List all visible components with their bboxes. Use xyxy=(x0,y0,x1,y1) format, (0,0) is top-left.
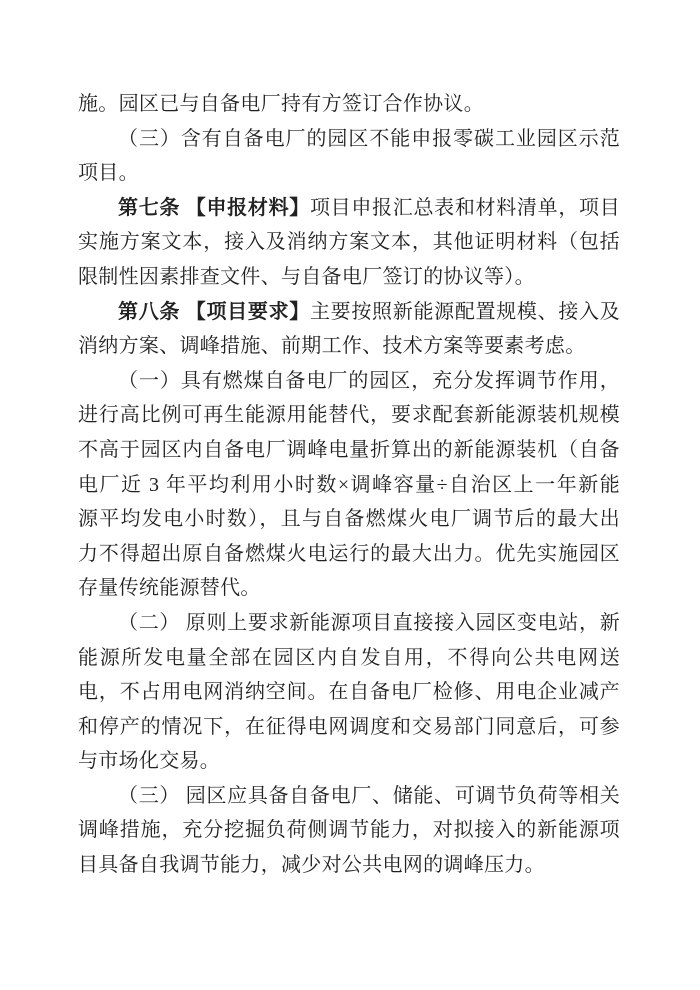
body-text: 和停产的情况下，在征得电网调度和交易部门同意后，可参 xyxy=(78,715,620,738)
body-text: 消纳方案、调峰措施、前期工作、技术方案等要素考虑。 xyxy=(78,335,586,358)
document-line xyxy=(78,468,620,503)
body-text: 项目。 xyxy=(78,162,139,185)
body-text: 项目申报汇总表和材料清单，项目 xyxy=(309,196,620,219)
document-line xyxy=(78,744,620,779)
body-text: 主要按照新能源配置规模、接入及 xyxy=(309,300,620,323)
document-line xyxy=(78,295,620,330)
document-line xyxy=(78,260,620,295)
body-text: （一）具有燃煤自备电厂的园区，充分发挥调节作用， xyxy=(118,369,620,392)
body-text: 力不得超出原自备燃煤火电运行的最大出力。优先实施园区 xyxy=(78,542,620,565)
document-line xyxy=(78,641,620,676)
body-text: 目具备自我调节能力，减少对公共电网的调峰压力。 xyxy=(78,854,545,877)
document-line xyxy=(78,122,620,157)
document-line xyxy=(78,710,620,745)
body-text: 存量传统能源替代。 xyxy=(78,577,261,600)
document-line xyxy=(78,225,620,260)
document-line xyxy=(78,675,620,710)
document-line xyxy=(78,606,620,641)
document-line xyxy=(78,779,620,814)
document-line xyxy=(78,502,620,537)
document-line xyxy=(78,537,620,572)
document-line xyxy=(78,191,620,226)
body-text: 电，不占用电网消纳空间。在自备电厂检修、用电企业减产 xyxy=(78,681,620,704)
document-line xyxy=(78,433,620,468)
body-text: （二） 原则上要求新能源项目直接接入园区变电站，新 xyxy=(118,611,620,634)
body-text: 不高于园区内自备电厂调峰电量折算出的新能源装机（自备 xyxy=(78,438,620,461)
document-line xyxy=(78,571,620,606)
article-heading-text: 第八条 【项目要求】 xyxy=(118,300,310,323)
body-text: 限制性因素排查文件、与自备电厂签订的协议等）。 xyxy=(78,265,535,288)
body-text: 与市场化交易。 xyxy=(78,750,221,773)
document-line xyxy=(78,813,620,848)
body-text: 实施方案文本，接入及消纳方案文本，其他证明材料（包括 xyxy=(78,231,620,254)
document-body xyxy=(78,87,620,883)
body-text: 调峰措施，充分挖掘负荷侧调节能力，对拟接入的新能源项 xyxy=(78,819,620,842)
document-line xyxy=(78,156,620,191)
document-line xyxy=(78,848,620,883)
article-heading-text: 第七条 【申报材料】 xyxy=(118,196,310,219)
body-text: 施。园区已与自备电厂持有方签订合作协议。 xyxy=(78,93,484,115)
document-line xyxy=(78,329,620,364)
body-text: 源平均发电小时数），且与自备燃煤火电厂调节后的最大出 xyxy=(78,508,620,531)
body-text: 进行高比例可再生能源用能替代，要求配套新能源装机规模 xyxy=(78,404,620,427)
document-line xyxy=(78,364,620,399)
body-text: （三） 园区应具备自备电厂、储能、可调节负荷等相关 xyxy=(118,784,620,807)
body-text: 能源所发电量全部在园区内自发自用，不得向公共电网送 xyxy=(78,646,620,669)
body-text: 电厂近 3 年平均利用小时数×调峰容量÷自治区上一年新能 xyxy=(78,473,620,496)
document-line xyxy=(78,87,620,122)
body-text: （三）含有自备电厂的园区不能申报零碳工业园区示范 xyxy=(118,127,620,150)
document-line xyxy=(78,398,620,433)
